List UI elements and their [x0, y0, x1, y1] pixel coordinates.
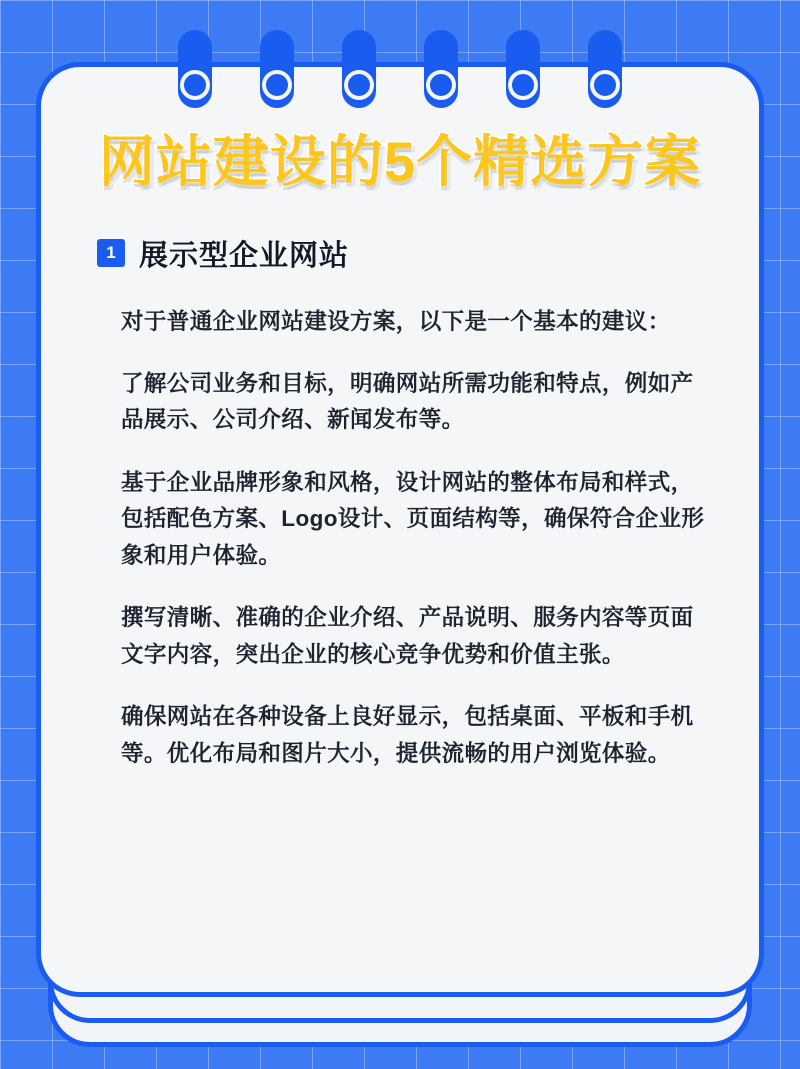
paragraph: 撰写清晰、准确的企业介绍、产品说明、服务内容等页面文字内容，突出企业的核心竞争优势和价值主张。 [121, 605, 694, 667]
section-heading [97, 233, 715, 274]
paragraph: 对于普通企业网站建设方案，以下是一个基本的建议： [121, 308, 671, 334]
section-number-badge: 1 [97, 239, 125, 267]
section-title: 展示型企业网站 [139, 239, 350, 272]
paragraph: 基于企业品牌形象和风格，设计网站的整体布局和样式，包括配色方案、Logo设计、页面结构等，确保符合企业形象和用户体验。 [121, 469, 705, 568]
paragraph: 确保网站在各种设备上良好显示，包括桌面、平板和手机等。优化布局和图片大小，提供流畅的用户浏览体验。 [121, 704, 694, 766]
body-text [85, 304, 715, 772]
note-card [36, 62, 764, 997]
paragraph: 了解公司业务和目标，明确网站所需功能和特点，例如产品展示、公司介绍、新闻发布等。 [121, 371, 694, 433]
page-title: 网站建设的5个精选方案 [98, 130, 702, 193]
